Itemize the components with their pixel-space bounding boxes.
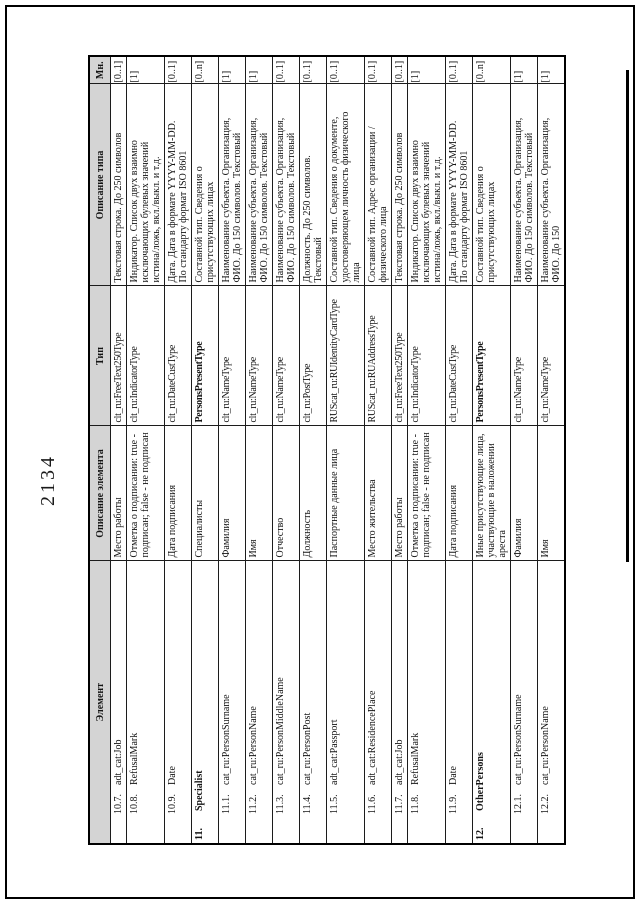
table-row — [127, 56, 165, 844]
type-description-cell: Дата. Дата в формате YYYY-MM-DD. По стандарту формат ISO 8601 — [165, 84, 192, 286]
multiplicity-cell: [1] — [246, 56, 273, 84]
header-element-description: Описание элемента — [89, 426, 111, 561]
table-row — [273, 56, 300, 844]
element-cell — [327, 561, 365, 844]
type-cell: clt_ru:IndicatorType — [127, 286, 165, 426]
element-number: 10.8. — [129, 794, 140, 814]
element-cell — [408, 561, 446, 844]
table-row — [219, 56, 246, 844]
type-cell: clt_ru:NameType — [538, 286, 566, 426]
type-cell: clt_ru:FreeText250Type — [392, 286, 408, 426]
table-row — [300, 56, 327, 844]
element-name: RefusalMark — [410, 732, 421, 785]
type-cell: clt_ru:DateCustType — [165, 286, 192, 426]
element-description-cell: Фамилия — [511, 426, 538, 561]
element-cell — [446, 561, 473, 844]
multiplicity-cell: [1] — [511, 56, 538, 84]
type-description-cell: Наименование субъекта. Организация, ФИО. До 150 — [538, 84, 566, 286]
type-description-cell: Составной тип. Сведения о присутствующих лицах — [192, 84, 219, 286]
type-cell: RUScat_ru:RUAddressType — [365, 286, 392, 426]
element-cell — [538, 561, 566, 844]
table-body — [111, 56, 566, 844]
element-cell — [127, 561, 165, 844]
multiplicity-cell: [0..1] — [273, 56, 300, 84]
element-description-cell: Место работы — [392, 426, 408, 561]
table-row — [111, 56, 127, 844]
table-row — [165, 56, 192, 844]
type-cell: clt_ru:NameType — [511, 286, 538, 426]
element-cell — [273, 561, 300, 844]
table-row — [392, 56, 408, 844]
multiplicity-cell: [0..1] — [327, 56, 365, 84]
multiplicity-cell: [0..1] — [446, 56, 473, 84]
multiplicity-cell: [0..1] — [300, 56, 327, 84]
element-name: cat_ru:PersonName — [248, 706, 259, 785]
multiplicity-cell: [0..1] — [165, 56, 192, 84]
element-description-cell: Имя — [538, 426, 566, 561]
multiplicity-cell: [0..1] — [365, 56, 392, 84]
header-type: Тип — [89, 286, 111, 426]
header-type-description: Описание типа — [89, 84, 111, 286]
element-cell — [246, 561, 273, 844]
type-description-cell: Составной тип. Сведения о присутствующих лицах — [473, 84, 511, 286]
table-row — [192, 56, 219, 844]
table-row — [327, 56, 365, 844]
element-description-cell: Отчество — [273, 426, 300, 561]
table-row — [446, 56, 473, 844]
element-name: OtherPersons — [475, 752, 486, 811]
element-number: 10.9. — [167, 794, 178, 814]
type-cell: PersonsPresentType — [192, 286, 219, 426]
type-description-cell: Дата. Дата в формате YYYY-MM-DD. По стандарту формат ISO 8601 — [446, 84, 473, 286]
table-row — [246, 56, 273, 844]
element-number: 11.8. — [410, 794, 421, 814]
element-description-cell: Паспортные данные лица — [327, 426, 365, 561]
type-description-cell: Составной тип. Адрес организации / физического лица — [365, 84, 392, 286]
multiplicity-cell: [0..n] — [473, 56, 511, 84]
table-row — [473, 56, 511, 844]
element-name: adt_cat:ResidencePlace — [367, 690, 378, 785]
element-number: 11.5. — [329, 794, 340, 814]
schema-elements-table — [88, 55, 566, 845]
element-cell — [392, 561, 408, 844]
type-cell: clt_ru:FreeText250Type — [111, 286, 127, 426]
type-description-cell: Текстовая строка. До 250 символов — [392, 84, 408, 286]
element-number: 11.9. — [448, 794, 459, 814]
element-name: cat_ru:PersonSurname — [221, 694, 232, 785]
element-cell — [111, 561, 127, 844]
element-number: 11.7. — [394, 794, 405, 814]
multiplicity-cell: [1] — [538, 56, 566, 84]
multiplicity-cell: [0..1] — [392, 56, 408, 84]
type-description-cell: Индикатор. Список двух взаимно исключающих булевых значений истина/ложь, вкл./выкл. и т.д. — [408, 84, 446, 286]
element-number: 12.2. — [540, 794, 551, 814]
header-multiplicity: Мн. — [89, 56, 111, 84]
element-cell — [219, 561, 246, 844]
element-cell — [473, 561, 511, 844]
element-number: 11.3. — [275, 794, 286, 814]
element-description-cell: Место жительства — [365, 426, 392, 561]
element-name: cat_ru:PersonPost — [302, 712, 313, 785]
type-description-cell: Должность. До 250 символов. Текстовый — [300, 84, 327, 286]
element-name: Specialist — [194, 770, 205, 811]
element-cell — [365, 561, 392, 844]
table-row — [365, 56, 392, 844]
element-description-cell: Дата подписания — [165, 426, 192, 561]
table-row — [538, 56, 566, 844]
element-description-cell: Отметка о подписании: true - подписан; false - не подписан — [127, 426, 165, 561]
element-name: cat_ru:PersonMiddleName — [275, 677, 286, 785]
type-cell: RUScat_ru:RUIdentityCardType — [327, 286, 365, 426]
table-header-row — [89, 56, 111, 844]
multiplicity-cell: [1] — [219, 56, 246, 84]
element-cell — [192, 561, 219, 844]
header-element: Элемент — [89, 561, 111, 844]
type-cell: clt_ru:PostType — [300, 286, 327, 426]
element-name: adt_cat:Job — [394, 739, 405, 785]
element-cell — [165, 561, 192, 844]
page-number: 2134 — [37, 454, 59, 506]
element-name: cat_ru:PersonName — [540, 706, 551, 785]
element-number: 11.1. — [221, 794, 232, 814]
element-name: RefusalMark — [129, 732, 140, 785]
element-description-cell: Должность — [300, 426, 327, 561]
type-cell: clt_ru:NameType — [219, 286, 246, 426]
type-description-cell: Наименование субъекта. Организация, ФИО. До 150 символов. Текстовый — [273, 84, 300, 286]
element-cell — [300, 561, 327, 844]
multiplicity-cell: [1] — [127, 56, 165, 84]
element-number: 10.7. — [113, 794, 124, 814]
element-name: Date — [448, 766, 459, 785]
element-name: Date — [167, 766, 178, 785]
table-row — [511, 56, 538, 844]
element-name: adt_cat:Job — [113, 739, 124, 785]
element-name: adt_cat:Passport — [329, 719, 340, 785]
element-description-cell: Иные присутствующие лица, участвующие в наложении ареста — [473, 426, 511, 561]
element-number: 11.4. — [302, 794, 313, 814]
element-cell — [511, 561, 538, 844]
element-description-cell: Фамилия — [219, 426, 246, 561]
element-description-cell: Отметка о подписании: true - подписан; false - не подписан — [408, 426, 446, 561]
multiplicity-cell: [0..1] — [111, 56, 127, 84]
element-description-cell: Дата подписания — [446, 426, 473, 561]
type-description-cell: Индикатор. Список двух взаимно исключающих булевых значений истина/ложь, вкл./выкл. и т.д. — [127, 84, 165, 286]
type-cell: clt_ru:DateCustType — [446, 286, 473, 426]
multiplicity-cell: [0..n] — [192, 56, 219, 84]
type-cell: clt_ru:NameType — [246, 286, 273, 426]
element-number: 12.1. — [513, 794, 524, 814]
type-description-cell: Составной тип. Сведения о документе, удостоверяющем личность физического лица — [327, 84, 365, 286]
element-description-cell: Специалисты — [192, 426, 219, 561]
type-description-cell: Наименование субъекта. Организация, ФИО. До 150 символов. Текстовый — [246, 84, 273, 286]
element-number: 11.6. — [367, 794, 378, 814]
type-cell: PersonsPresentType — [473, 286, 511, 426]
type-cell: clt_ru:IndicatorType — [408, 286, 446, 426]
element-number: 11. — [194, 828, 205, 840]
element-description-cell: Место работы — [111, 426, 127, 561]
type-description-cell: Наименование субъекта. Организация, ФИО. До 150 символов. Текстовый — [511, 84, 538, 286]
element-description-cell: Имя — [246, 426, 273, 561]
table-row — [408, 56, 446, 844]
element-number: 12. — [475, 827, 486, 840]
type-description-cell: Наименование субъекта. Организация, ФИО. До 150 символов. Текстовый — [219, 84, 246, 286]
type-cell: clt_ru:NameType — [273, 286, 300, 426]
element-name: cat_ru:PersonSurname — [513, 694, 524, 785]
multiplicity-cell: [1] — [408, 56, 446, 84]
element-number: 11.2. — [248, 794, 259, 814]
type-description-cell: Текстовая строка. До 250 символов — [111, 84, 127, 286]
